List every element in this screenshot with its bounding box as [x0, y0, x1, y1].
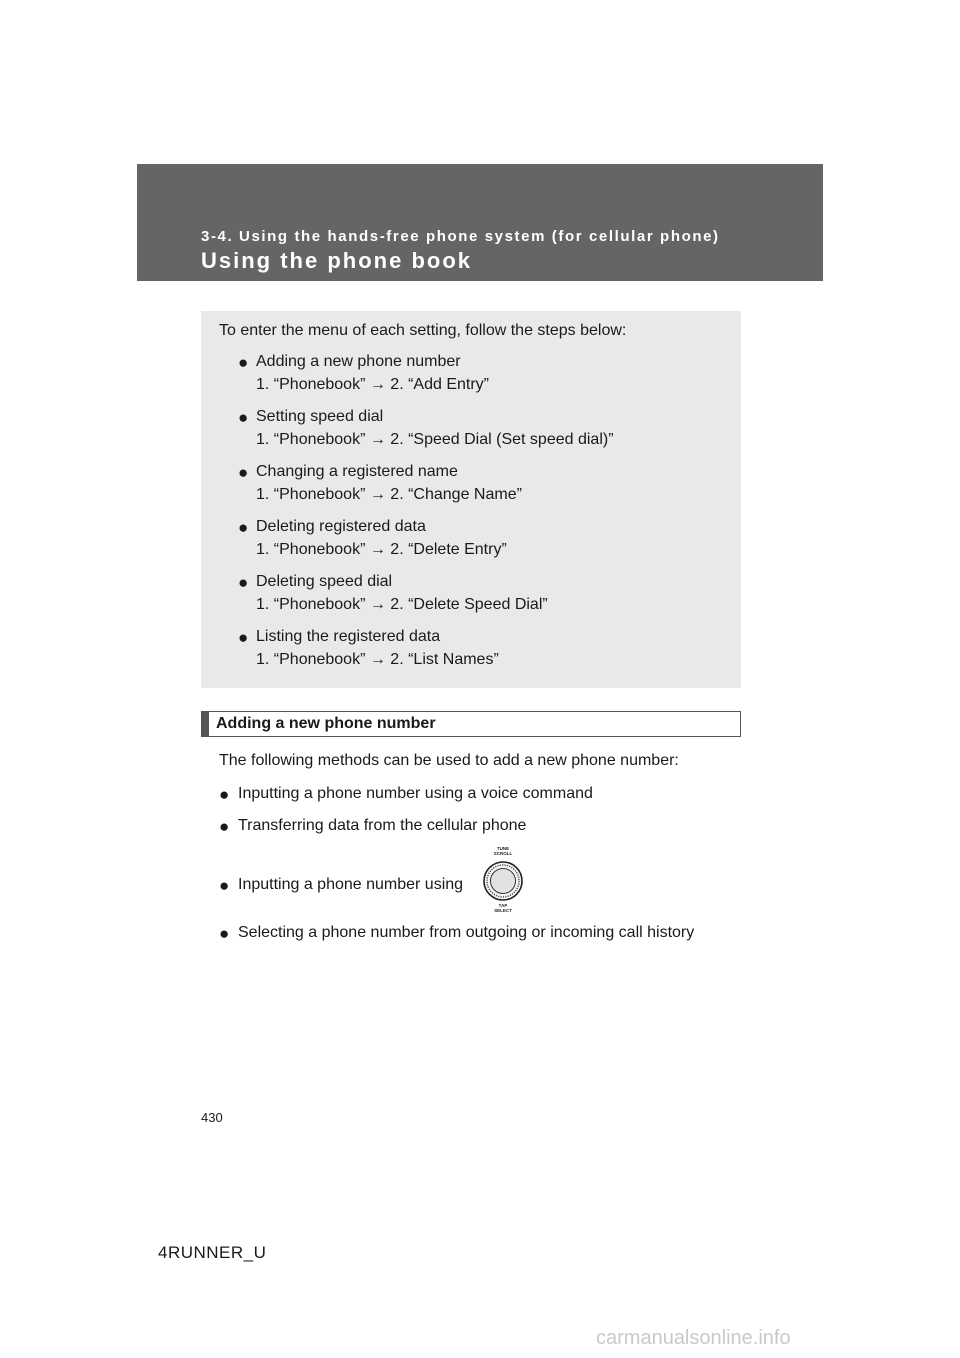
knob-bottom-label-line2: SELECT [494, 908, 512, 913]
watermark: carmanualsonline.info [596, 1327, 791, 1349]
menu-item-title: Adding a new phone number [256, 353, 461, 370]
knob-top-label-line2: SCROLL [493, 851, 513, 856]
heading-marker [202, 712, 209, 736]
bullet-icon: ● [219, 876, 230, 895]
menu-item-title: Changing a registered name [256, 463, 458, 480]
menu-item-title: Deleting registered data [256, 518, 426, 535]
bullet-icon: ● [219, 817, 230, 836]
bullet-icon: ● [238, 408, 249, 427]
section-label: 3-4. Using the hands-free phone system (for cellular phone) [201, 228, 720, 245]
knob-bottom-label-line1: TAP [498, 903, 508, 908]
page-title: Using the phone book [201, 248, 472, 273]
menu-item-steps: 1. “Phonebook” → 2. “Delete Entry” [256, 541, 507, 558]
bullet-icon: ● [219, 924, 230, 943]
method-text: Transferring data from the cellular phone [238, 817, 527, 834]
page-number: 430 [201, 1110, 223, 1125]
method-text: Inputting a phone number using [238, 876, 464, 893]
method-text: Selecting a phone number from outgoing or incoming call history [238, 924, 695, 941]
bullet-icon: ● [238, 463, 249, 482]
menu-item-steps: 1. “Phonebook” → 2. “List Names” [256, 651, 499, 668]
subsection-title: Adding a new phone number [216, 715, 436, 732]
menu-item-title: Setting speed dial [256, 408, 384, 425]
info-intro: To enter the menu of each setting, follow the steps below: [219, 322, 627, 339]
menu-item-steps: 1. “Phonebook” → 2. “Speed Dial (Set speed dial)” [256, 431, 614, 448]
bullet-icon: ● [219, 785, 230, 804]
knob-top-label-line1: TUNE [496, 846, 510, 851]
bullet-icon: ● [238, 573, 249, 592]
menu-item-steps: 1. “Phonebook” → 2. “Add Entry” [256, 376, 489, 393]
subsection-intro: The following methods can be used to add a new phone number: [219, 752, 679, 769]
menu-item-steps: 1. “Phonebook” → 2. “Delete Speed Dial” [256, 596, 548, 613]
menu-item-title: Deleting speed dial [256, 573, 393, 590]
menu-item-steps: 1. “Phonebook” → 2. “Change Name” [256, 486, 522, 503]
document-code: 4RUNNER_U [158, 1243, 267, 1262]
bullet-icon: ● [238, 353, 249, 372]
bullet-icon: ● [238, 628, 249, 647]
tune-select-knob-icon [481, 843, 525, 917]
bullet-icon: ● [238, 518, 249, 537]
subsection-heading [201, 711, 741, 737]
menu-item-title: Listing the registered data [256, 628, 441, 645]
method-text: Inputting a phone number using a voice command [238, 785, 593, 802]
